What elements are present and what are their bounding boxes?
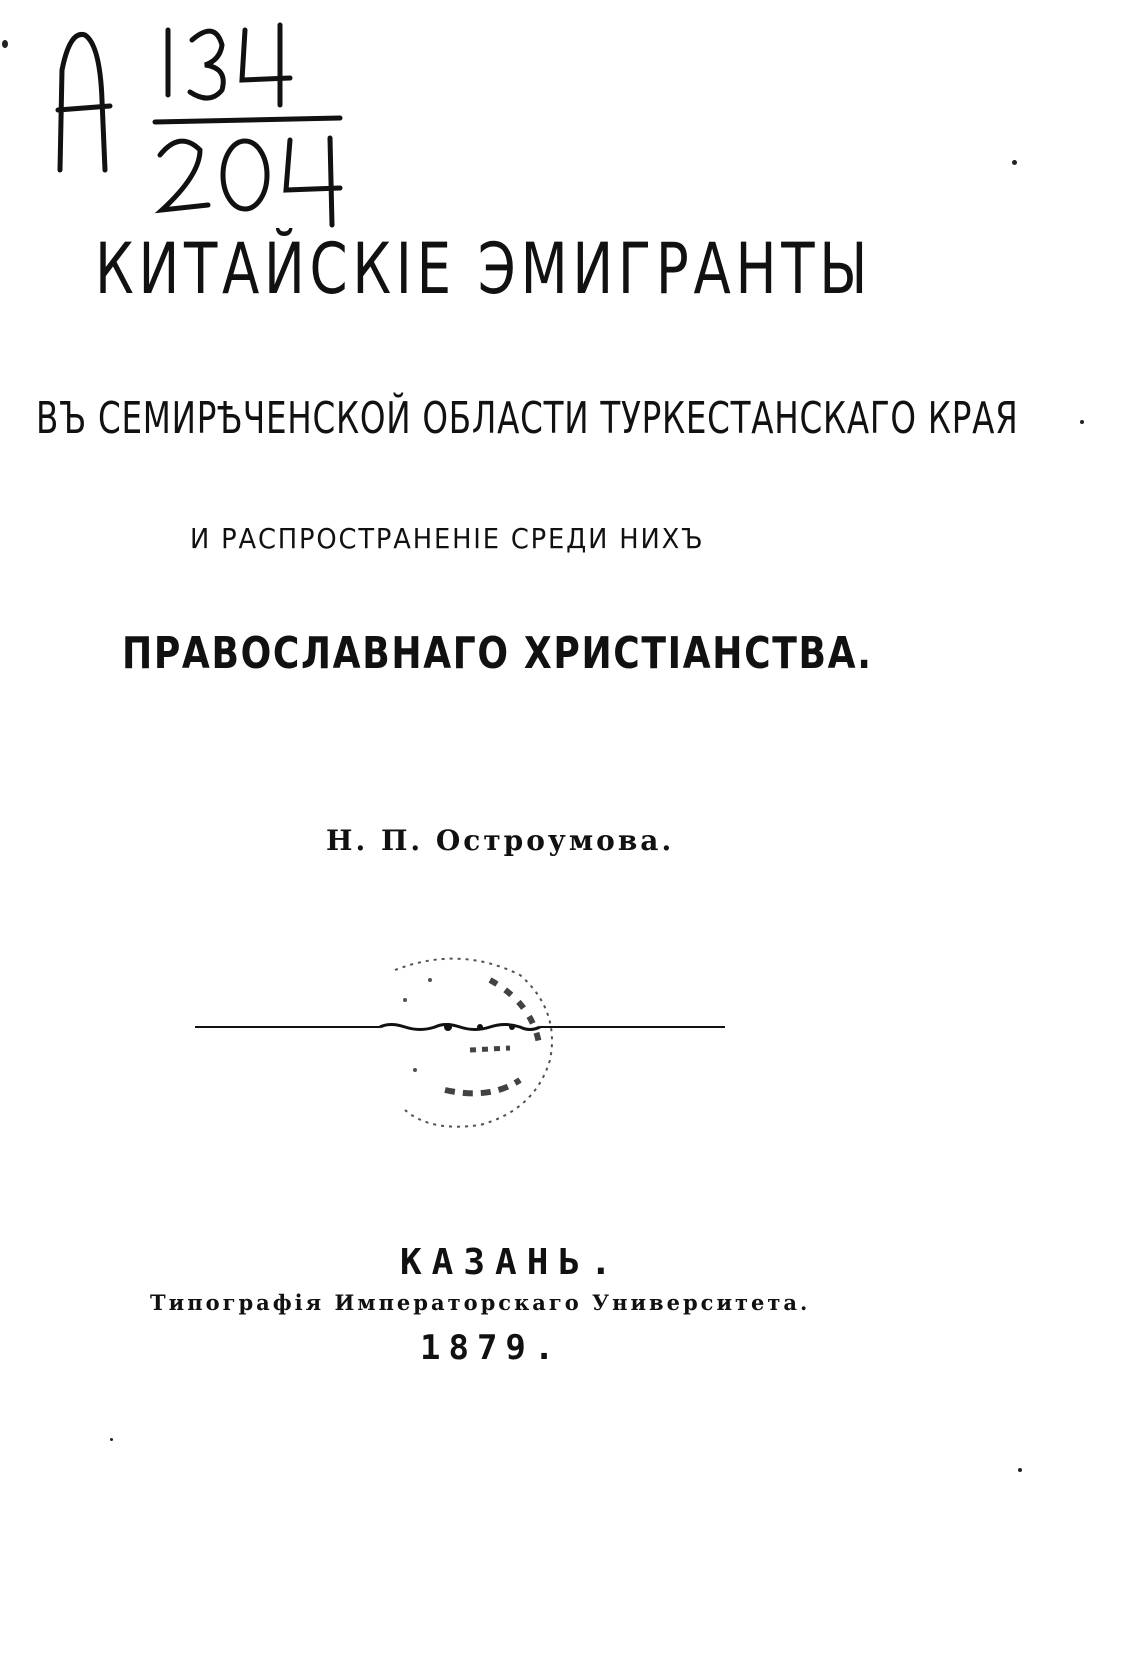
imprint-year: 1879. [420, 1328, 563, 1368]
library-stamp [395, 959, 552, 1127]
scan-speck [1018, 1468, 1022, 1472]
book-title: КИТАЙСКІЕ ЭМИГРАНТЫ [95, 228, 873, 310]
shelf-mark-handwritten [40, 10, 380, 230]
author-name: Н. П. Остроумова. [326, 824, 675, 857]
subtitle-line-1: ВЪ СЕМИРѢЧЕНСКОЙ ОБЛАСТИ ТУРКЕСТАНСКАГО КРАЯ [36, 393, 1019, 444]
subtitle-line-3: ПРАВОСЛАВНАГО ХРИСТІАНСТВА. [122, 628, 873, 679]
scan-speck [2, 40, 8, 48]
scan-speck [1080, 420, 1084, 424]
subtitle-line-2: И РАСПРОСТРАНЕНІЕ СРЕДИ НИХЪ [190, 522, 705, 555]
ornament-rule-with-stamp [190, 940, 750, 1140]
scan-speck [1012, 160, 1017, 165]
decorative-rule [195, 1023, 725, 1031]
imprint-city: КАЗАНЬ. [400, 1242, 622, 1283]
scan-speck [110, 1438, 113, 1441]
imprint-press: Типографія Императорскаго Университета. [150, 1290, 811, 1315]
